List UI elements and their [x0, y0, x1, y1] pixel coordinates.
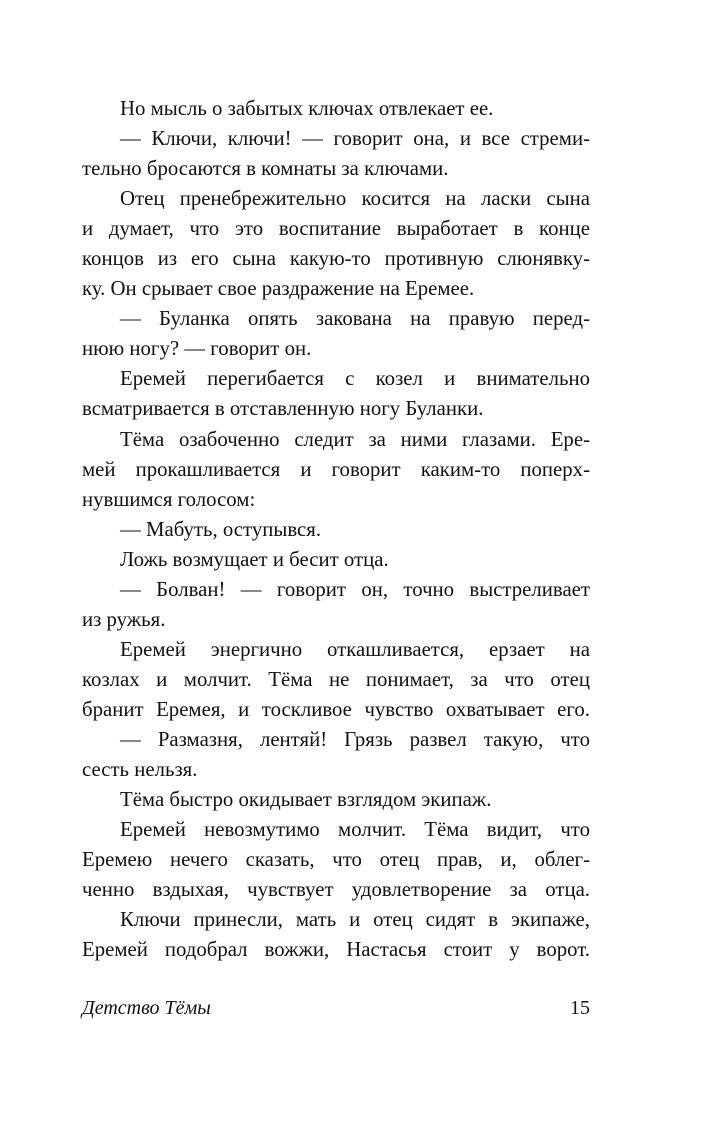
text-line: Еремей подобрал вожжи, Настасья стоит у ворот.: [82, 938, 590, 962]
text-line: — Болван! — говорит он, точно выстреливает: [120, 577, 590, 601]
text-line: Ложь возмущает и бесит отца.: [120, 547, 389, 571]
text-line: Но мысль о забытых ключах отвлекает ее.: [120, 97, 494, 120]
text-line: мей прокашливается и говорит каким-то поперх-: [82, 457, 590, 481]
text-line: — Мабуть, оступывся.: [120, 517, 322, 541]
text-line: Отец пренебрежительно косится на ласки сына: [120, 187, 590, 211]
text-line: Еремею нечего сказать, что отец прав, и, облег-: [82, 848, 590, 872]
text-line: — Буланка опять закована на правую перед-: [120, 307, 590, 331]
text-line: сесть нельзя.: [82, 758, 198, 782]
text-line: нюю ногу? — говорит он.: [82, 337, 312, 361]
text-line: ку. Он срывает свое раздражение на Еремее.: [82, 277, 475, 301]
text-line: бранит Еремея, и тоскливое чувство охватывает его.: [82, 697, 590, 721]
text-line: Еремей перегибается с козел и внимательно: [120, 367, 590, 391]
text-line: всматривается в отставленную ногу Буланки.: [82, 397, 484, 421]
text-line: Тёма озабоченно следит за ними глазами. Ере-: [120, 427, 590, 451]
text-line: — Ключи, ключи! — говорит она, и все стреми-: [120, 127, 590, 151]
text-line: концов из его сына какую-то противную слюнявку-: [82, 247, 590, 271]
text-line: тельно бросаются в комнаты за ключами.: [82, 157, 449, 181]
text-line: нувшимся голосом:: [82, 487, 256, 511]
text-line: Еремей энергично откашливается, ерзает на: [120, 637, 590, 661]
text-line: Ключи принесли, мать и отец сидят в экипаже,: [120, 908, 590, 932]
body-text: [82, 94, 590, 965]
text-line: Тёма быстро окидывает взглядом экипаж.: [120, 788, 492, 812]
page-number: 15: [570, 997, 590, 1019]
text-line: Еремей невозмутимо молчит. Тёма видит, что: [120, 818, 590, 842]
text-line: — Размазня, лентяй! Грязь развел такую, что: [120, 727, 590, 751]
text-line: из ружья.: [82, 607, 166, 631]
running-footer-title: Детство Тёмы: [82, 997, 211, 1019]
text-line: ченно вздыхая, чувствует удовлетворение за отца.: [82, 878, 590, 902]
text-line: козлах и молчит. Тёма не понимает, за что отец: [82, 667, 590, 691]
text-line: и думает, что это воспитание выработает в конце: [82, 217, 590, 241]
